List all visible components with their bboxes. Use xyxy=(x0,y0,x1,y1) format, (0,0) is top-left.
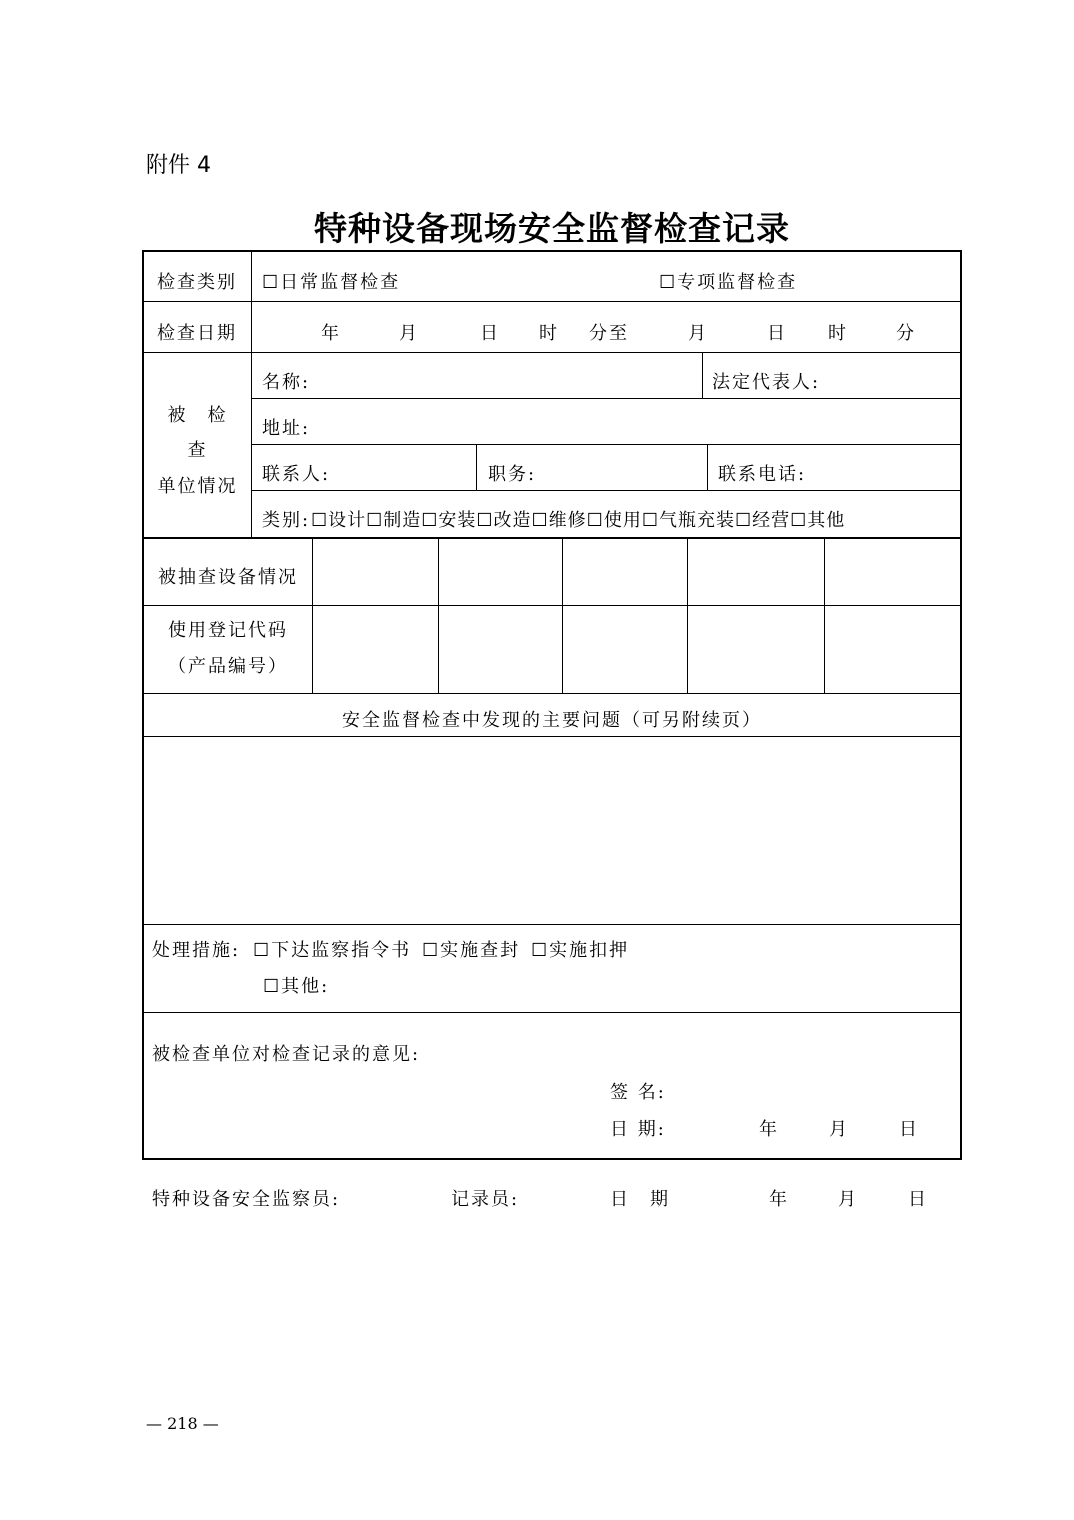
col-divider xyxy=(562,537,563,693)
reg-code-label-line1: 使用登记代码 xyxy=(168,620,288,641)
position-field[interactable]: 职务: xyxy=(488,464,537,485)
date-unit-minute-to: 分至 xyxy=(589,323,629,344)
row-divider xyxy=(251,490,962,491)
inspected-unit-label-line1: 被 检 xyxy=(167,405,228,426)
contact-person-field[interactable]: 联系人: xyxy=(262,464,331,485)
row-divider xyxy=(142,301,962,302)
reg-code-label-line2: （产品编号） xyxy=(168,656,288,677)
date-unit-month-end: 月 xyxy=(688,323,708,344)
measures-label: 处理措施: xyxy=(152,940,241,961)
opinion-month: 月 xyxy=(829,1119,849,1140)
row-divider xyxy=(142,605,962,606)
date-unit-year: 年 xyxy=(321,323,341,344)
measure-seal-checkbox[interactable]: ☐实施查封 xyxy=(422,940,521,961)
inspected-unit-label-line3: 单位情况 xyxy=(157,476,238,497)
category-checkboxes[interactable]: ☐设计☐制造☐安装☐改造☐维修☐使用☐气瓶充装☐经营☐其他 xyxy=(311,510,846,531)
table-border-bottom xyxy=(142,1158,962,1160)
measure-directive-checkbox[interactable]: ☐下达监察指令书 xyxy=(253,940,412,961)
inspection-type-label: 检查类别 xyxy=(157,272,237,293)
date-unit-month: 月 xyxy=(399,323,419,344)
inspector-label: 特种设备安全监察员: xyxy=(152,1189,341,1210)
opinion-year: 年 xyxy=(759,1119,779,1140)
phone-field[interactable]: 联系电话: xyxy=(718,464,807,485)
col-divider xyxy=(251,250,252,538)
page-number: — 218 — xyxy=(146,1414,219,1433)
col-divider xyxy=(707,444,708,490)
address-field[interactable]: 地址: xyxy=(262,418,311,439)
footer-day: 日 xyxy=(908,1189,928,1210)
footer-month: 月 xyxy=(838,1189,858,1210)
table-border-top xyxy=(142,250,962,252)
special-inspection-checkbox[interactable]: ☐专项监督检查 xyxy=(659,272,798,293)
table-border-left xyxy=(142,250,144,1160)
attachment-label: 附件 4 xyxy=(146,153,211,178)
col-divider xyxy=(438,537,439,693)
signature-field[interactable]: 签 名: xyxy=(610,1082,666,1103)
date-unit-day-end: 日 xyxy=(767,323,787,344)
page-title: 特种设备现场安全监督检查记录 xyxy=(314,209,790,248)
category-label: 类别: xyxy=(262,510,311,531)
problems-text-area[interactable] xyxy=(144,737,960,924)
legal-rep-field[interactable]: 法定代表人: xyxy=(712,372,821,393)
date-unit-hour-end: 时 xyxy=(828,323,848,344)
col-divider xyxy=(702,352,703,398)
col-divider xyxy=(312,537,313,693)
date-unit-hour: 时 xyxy=(539,323,559,344)
problems-header: 安全监督检查中发现的主要问题（可另附续页） xyxy=(342,710,762,731)
inspection-date-label: 检查日期 xyxy=(157,323,237,344)
row-divider xyxy=(142,537,962,539)
opinion-label: 被检查单位对检查记录的意见: xyxy=(152,1044,421,1065)
daily-inspection-checkbox[interactable]: ☐日常监督检查 xyxy=(262,272,401,293)
footer-date-label: 日 期 xyxy=(610,1189,670,1210)
measure-detain-checkbox[interactable]: ☐实施扣押 xyxy=(531,940,630,961)
opinion-date-field[interactable]: 日 期: xyxy=(610,1119,666,1140)
date-unit-day: 日 xyxy=(480,323,500,344)
footer-year: 年 xyxy=(769,1189,789,1210)
col-divider xyxy=(824,537,825,693)
measure-other-checkbox[interactable]: ☐其他: xyxy=(263,976,330,997)
opinion-day: 日 xyxy=(899,1119,919,1140)
row-divider xyxy=(142,352,962,353)
row-divider xyxy=(251,444,962,445)
recorder-label: 记录员: xyxy=(451,1189,520,1210)
date-unit-minute-end: 分 xyxy=(896,323,916,344)
row-divider xyxy=(142,1012,962,1013)
sampled-equipment-label: 被抽查设备情况 xyxy=(158,567,298,588)
table-border-right xyxy=(960,250,962,1160)
col-divider xyxy=(476,444,477,490)
col-divider xyxy=(687,537,688,693)
unit-name-field[interactable]: 名称: xyxy=(262,372,311,393)
inspected-unit-label-line2: 查 xyxy=(187,440,208,461)
row-divider xyxy=(142,924,962,925)
row-divider xyxy=(251,398,962,399)
row-divider xyxy=(142,693,962,694)
